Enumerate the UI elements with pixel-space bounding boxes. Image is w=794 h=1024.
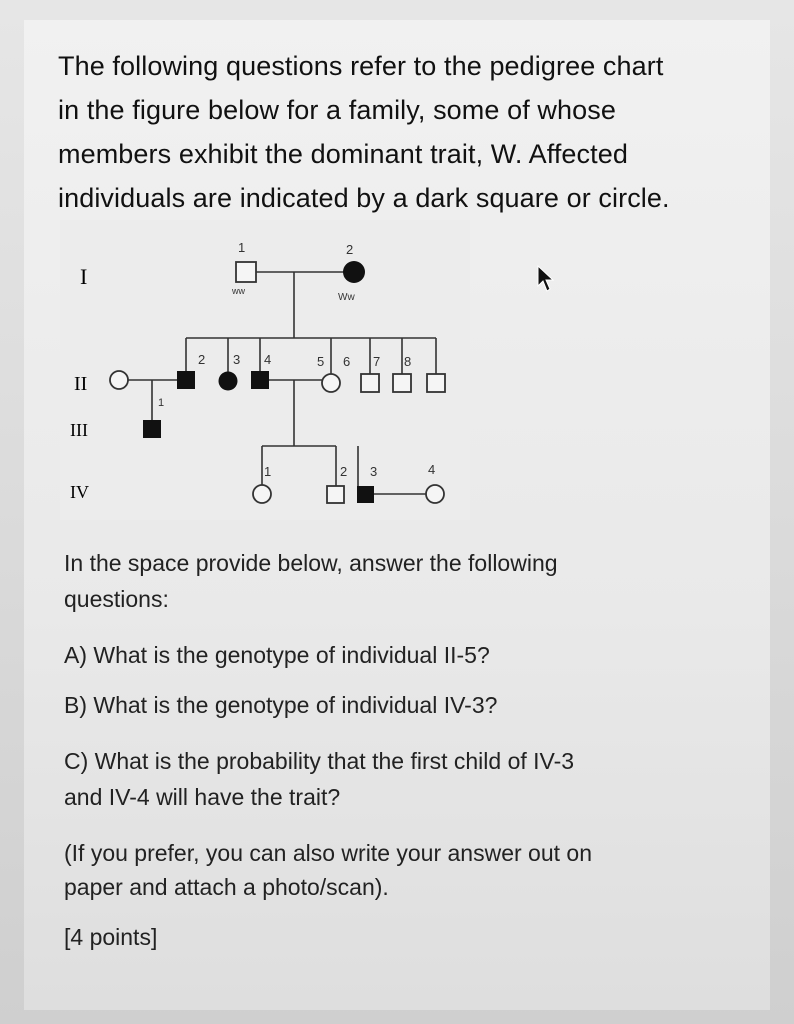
questions-intro-line-2: questions: [64,586,169,612]
ii2-number: 2 [198,352,206,367]
individual-iii1 [143,420,161,438]
pedigree-chart [0,220,794,520]
individual-ii4 [251,371,269,389]
ii7-number: 7 [373,354,381,369]
ii4-number: 4 [264,352,272,367]
individual-i1 [236,262,256,282]
i1-number: 1 [238,240,246,255]
gen-label-II: II [74,373,88,395]
ii8-number: 8 [404,354,412,369]
iv4-number: 4 [428,462,436,477]
intro-line-2: in the figure below for a family, some of whose [58,95,616,125]
iv2-number: 2 [340,464,348,479]
ii6-number: 6 [343,354,351,369]
individual-iv1 [253,485,271,503]
i2-number: 2 [346,242,354,257]
individual-iv2 [327,486,344,503]
note-line-2: paper and attach a photo/scan). [64,874,389,900]
individual-ii3 [219,372,238,391]
individual-ii5 [322,374,340,392]
intro-line-3: members exhibit the dominant trait, W. Affected [58,139,628,169]
individual-iv3 [357,486,374,503]
mouse-cursor-icon [536,264,556,294]
individual-ii6 [361,374,379,392]
intro-line-4: individuals are indicated by a dark square or circle. [58,183,670,213]
i2-genotype: Ww [338,292,355,303]
note-line-1: (If you prefer, you can also write your answer out on [64,840,592,866]
i1-genotype: ww [232,286,245,296]
individual-ii8 [427,374,445,392]
question-c-line-1: C) What is the probability that the first child of IV-3 [64,748,575,774]
ii5-number: 5 [317,354,325,369]
iv1-number: 1 [264,464,272,479]
question-b: B) What is the genotype of individual IV-3? [64,692,498,718]
points-label: [4 points] [64,924,158,950]
question-a: A) What is the genotype of individual II-5? [64,642,490,668]
iii1-number: 1 [158,397,165,409]
individual-iv4 [426,485,444,503]
individual-ii2 [177,371,195,389]
question-intro [58,44,758,220]
questions-intro-line-1: In the space provide below, answer the following [64,550,558,576]
gen-label-III: III [70,420,88,440]
iv3-number: 3 [370,464,378,479]
individual-i2 [343,261,365,283]
individual-ii7 [393,374,411,392]
question-c-line-2: and IV-4 will have the trait? [64,784,341,810]
gen-label-I: I [80,264,88,289]
intro-line-1: The following questions refer to the pedigree chart [58,51,664,81]
ii3-number: 3 [233,352,241,367]
gen-label-IV: IV [70,482,89,502]
individual-ii1 [110,371,128,389]
